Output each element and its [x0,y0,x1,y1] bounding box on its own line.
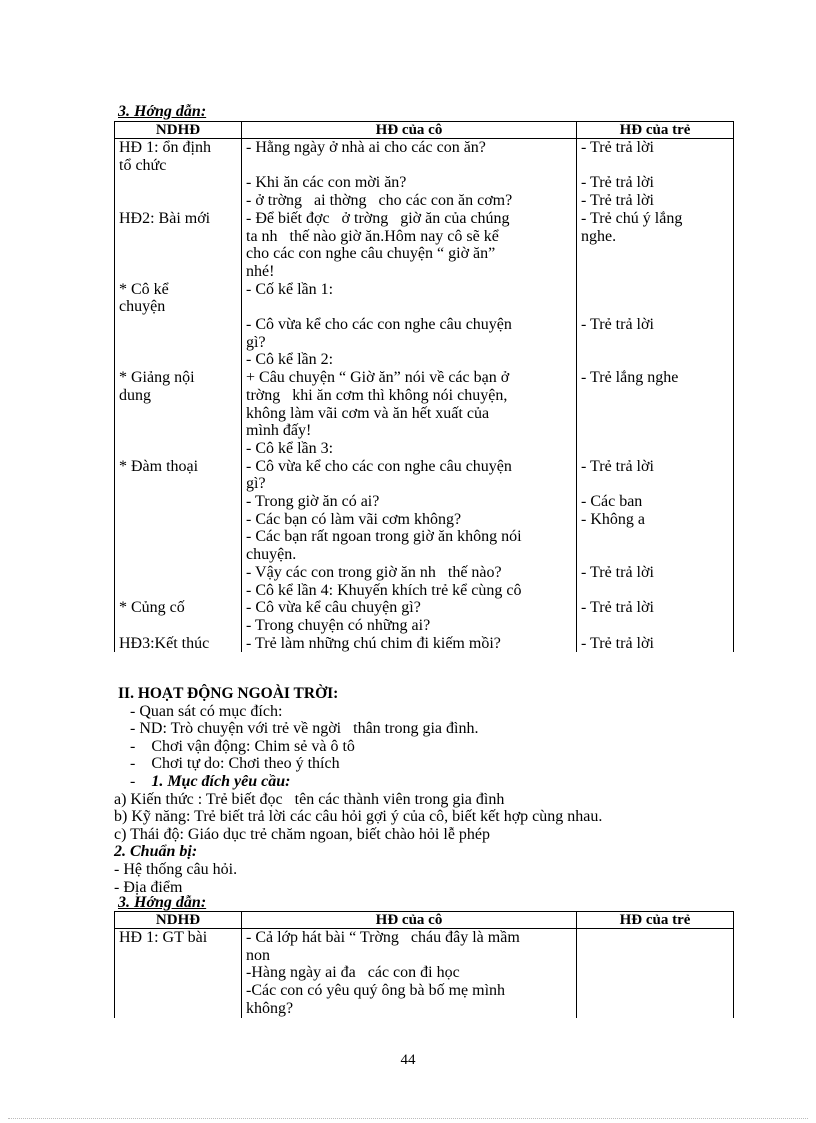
cell-line: - Trẻ chú ý lắng [581,209,683,227]
cell-line: HĐ 1: ổn định [119,139,211,156]
cell-line: không làm vãi cơm và ăn hết xuất của [246,404,490,422]
cell-line: - Cô kể lần 4: Khuyến khích trẻ kể cùng cô [246,581,522,599]
table-row [115,929,734,1018]
cell-line: - Trẻ trả lời [581,174,654,192]
cell-line: non [246,946,270,964]
cell-line: HĐ2: Bài mới [119,209,211,227]
cell-line: - Cố kể lần 1: [246,280,334,298]
outdoor-line: - Chơi tự do: Chơi theo ý thích [118,755,340,773]
page-number: 44 [400,1052,416,1068]
col-header-ndhd: NDHĐ [115,912,242,929]
cell-line: - Cô kể lần 3: [246,439,334,457]
cell-line: gì? [246,475,266,493]
cell-line: -Hàng ngày ai đa các con đi học [246,964,460,982]
cell-line: * Giảng nội [119,369,195,387]
col-header-hd-tre: HĐ của trẻ [577,122,734,139]
cell-line: - Trẻ làm những chú chim đi kiếm mồi? [246,634,501,652]
cell-line: - Trẻ trả lời [581,599,654,617]
col-header-ndhd: NDHĐ [115,122,242,139]
purpose-line: a) Kiến thức : Trẻ biết đọc tên các thành viên trong gia đình [114,790,505,808]
cell-line: - Trong chuyện có những ai? [246,616,431,634]
cell-line: - Trẻ trả lời [581,139,654,156]
cell-line: gì? [246,333,266,351]
cell-line: - Cô vừa kể câu chuyện gì? [246,599,421,617]
cell-line: + Câu chuyện “ Giờ ăn” nói về các bạn ở [246,369,510,387]
cell-line: ta nh thế nào giờ ăn.Hôm nay cô sẽ kể [246,227,499,245]
col-header-hd-co: HĐ của cô [242,122,577,139]
cell-line: - ở trờng ai thờng cho các con ăn cơm? [246,192,513,210]
cell-line: - Trẻ trả lời [581,192,654,210]
cell-line: chuyện [119,298,166,316]
cell-line: -Các con có yêu quý ông bà bố mẹ mình [246,982,506,1000]
cell-nd [115,929,242,1018]
prep-line: - Hệ thống câu hỏi. [114,860,238,878]
cell-line: - Để biết đợc ở trờng giờ ăn của chúng [246,209,510,227]
cell-line: - Vậy các con trong giờ ăn nh thế nào? [246,563,502,581]
cell-line: - Trẻ trả lời [581,563,654,581]
prep-line: - Địa điểm [114,878,183,896]
cell-line: HĐ 1: GT bài [119,929,208,946]
cell-line: dung [119,386,151,404]
bullet-label: - [118,772,152,790]
cell-tre [577,929,734,1018]
col-header-hd-co: HĐ của cô [242,912,577,929]
outdoor-line: - Quan sát có mục đích: [118,702,283,720]
cell-line: - Trẻ lắng nghe [581,369,679,387]
cell-line: - Các bạn có làm vãi cơm không? [246,510,462,528]
cell-line: - Trong giờ ăn có ai? [246,493,380,511]
cell-line: trờng khi ăn cơm thì không nói chuyện, [246,386,508,404]
cell-line: không? [246,999,294,1017]
outdoor-line: - Chơi vận động: Chim sẻ và ô tô [118,737,355,755]
guidance-table-2 [114,911,734,1018]
cell-line: - Trẻ trả lời [581,316,654,334]
cell-line: cho các con nghe câu chuyện “ giờ ăn” [246,245,496,263]
cell-line: * Đàm thoại [119,457,199,475]
cell-line: tổ chức [119,156,167,174]
cell-line: - Các bạn rất ngoan trong giờ ăn không nói [246,528,522,546]
purpose-heading: 1. Mục đích yêu cầu: [151,772,291,790]
cell-line: - Khi ăn các con mời ăn? [246,174,407,192]
page-bottom-border [8,1118,808,1119]
cell-line: - Cả lớp hát bài “ Trờng cháu đây là mầm [246,929,520,946]
section1-heading: 3. Hớng dẫn: [118,103,207,120]
cell-line: nhé! [246,262,275,280]
cell-line: - Hằng ngày ở nhà ai cho các con ăn? [246,139,486,156]
cell-line: - Cô vừa kể cho các con nghe câu chuyện [246,457,512,475]
purpose-line: b) Kỹ năng: Trẻ biết trả lời các câu hỏi gợi ý của cô, biết kết hợp cùng nhau. [114,808,603,826]
section2-title: II. HOẠT ĐỘNG NGOÀI TRỜI: [118,685,339,702]
cell-line: * Cô kể [119,280,169,298]
cell-line: - Trẻ trả lời [581,457,654,475]
cell-line: mình đấy! [246,422,312,440]
cell-line: - Cô kể lần 2: [246,351,334,369]
cell-line: - Các ban [581,493,643,511]
cell-line: HĐ3:Kết thúc [119,634,210,652]
cell-line: - Cô vừa kể cho các con nghe câu chuyện [246,316,512,334]
cell-line: * Củng cố [119,599,185,617]
cell-line: chuyện. [246,546,297,564]
cell-co [242,929,577,1018]
cell-line: nghe. [581,227,617,245]
section3-heading: 3. Hớng dẫn: [118,894,207,911]
col-header-hd-tre: HĐ của trẻ [577,912,734,929]
outdoor-line: - ND: Trò chuyện với trẻ về ngời thân trong gia đình. [118,720,479,738]
cell-line: - Trẻ trả lời [581,634,654,652]
purpose-line: c) Thái độ: Giáo dục trẻ chăm ngoan, biết chào hỏi lễ phép [114,825,491,843]
cell-line: - Không a [581,510,645,528]
cell-line [581,929,729,947]
prep-heading: 2. Chuẩn bị: [114,843,198,861]
